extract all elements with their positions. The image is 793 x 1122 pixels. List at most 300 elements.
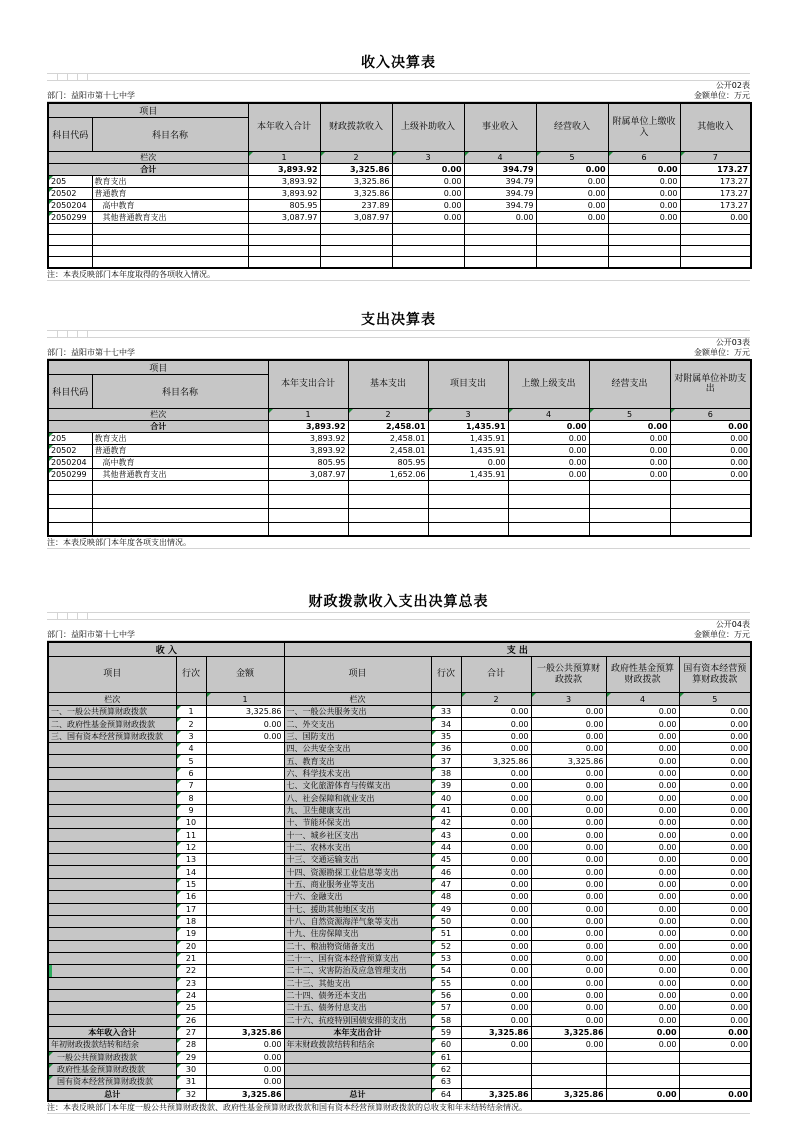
subject-name: 其他普通教育支出 xyxy=(92,468,268,480)
expense-item-label xyxy=(284,1063,431,1075)
empty-cell xyxy=(508,508,589,522)
left-column-header-2: 行次 xyxy=(176,657,206,693)
expense-amount: 0.00 xyxy=(531,767,606,779)
column-header-5: 经营支出 xyxy=(589,360,670,409)
column-header-6: 对附属单位补助支出 xyxy=(670,360,751,409)
expense-amount: 0.00 xyxy=(679,743,751,755)
income-note: 注：本表反映部门本年度取得的各项收入情况。 xyxy=(47,269,750,281)
lanci-number: 3 xyxy=(392,152,464,164)
summary-table xyxy=(47,641,752,1102)
income-item-label: 三、国有资本经营预算财政拨款 xyxy=(48,730,176,742)
empty-cell xyxy=(268,480,348,494)
line-number: 55 xyxy=(431,977,461,989)
column-header-3: 项目支出 xyxy=(428,360,508,409)
line-number: 8 xyxy=(176,792,206,804)
expense-item-label: 二、外交支出 xyxy=(284,718,431,730)
lanci-number: 2 xyxy=(348,408,428,420)
expense-amount: 0.00 xyxy=(679,903,751,915)
empty-cell xyxy=(508,522,589,536)
cell-value: 0.00 xyxy=(670,432,751,444)
expense-amount: 0.00 xyxy=(461,1002,531,1014)
expense-amount: 0.00 xyxy=(606,952,679,964)
expense-amount xyxy=(679,1076,751,1088)
empty-cell xyxy=(92,246,248,257)
line-number: 16 xyxy=(176,891,206,903)
expense-amount xyxy=(531,1051,606,1063)
empty-cell xyxy=(670,522,751,536)
expense-amount xyxy=(461,1063,531,1075)
line-number: 48 xyxy=(431,891,461,903)
expense-amount: 0.00 xyxy=(606,903,679,915)
income-amount xyxy=(206,989,284,1001)
expense-amount: 3,325.86 xyxy=(461,1088,531,1101)
line-number: 2 xyxy=(176,718,206,730)
expense-public-label: 公开03表 xyxy=(715,337,750,347)
income-item-label xyxy=(48,841,176,853)
line-number: 20 xyxy=(176,940,206,952)
line-number: 54 xyxy=(431,965,461,977)
empty-cell xyxy=(320,246,392,257)
income-amount: 0.00 xyxy=(206,1076,284,1088)
income-item-label xyxy=(48,780,176,792)
column-header-6: 附属单位上缴收入 xyxy=(608,103,680,152)
line-number: 27 xyxy=(176,1026,206,1038)
income-item-label xyxy=(48,792,176,804)
right-column-header-1: 项目 xyxy=(284,657,431,693)
expense-amount xyxy=(679,1051,751,1063)
line-number: 23 xyxy=(176,977,206,989)
cell-value: 0.00 xyxy=(392,176,464,188)
empty-cell xyxy=(464,246,536,257)
expense-amount: 0.00 xyxy=(531,989,606,1001)
expense-amount: 0.00 xyxy=(606,915,679,927)
cell-value: 0.00 xyxy=(508,456,589,468)
expense-amount: 0.00 xyxy=(531,891,606,903)
line-number: 36 xyxy=(431,743,461,755)
empty-cell xyxy=(589,522,670,536)
income-item-label xyxy=(48,965,176,977)
summary-row xyxy=(48,928,751,940)
line-number: 47 xyxy=(431,878,461,890)
column-header-4: 上缴上级支出 xyxy=(508,360,589,409)
expense-item-label: 十二、农林水支出 xyxy=(284,841,431,853)
expense-amount xyxy=(606,1051,679,1063)
empty-cell xyxy=(392,257,464,268)
empty-row xyxy=(48,494,751,508)
expense-table xyxy=(47,359,752,538)
cell-value: 0.00 xyxy=(508,444,589,456)
summary-row xyxy=(48,718,751,730)
expense-amount: 0.00 xyxy=(531,780,606,792)
income-item-label xyxy=(48,829,176,841)
summary-row xyxy=(48,1051,751,1063)
expense-amount: 0.00 xyxy=(531,718,606,730)
expense-amount: 0.00 xyxy=(606,1014,679,1026)
cell-value: 1,652.06 xyxy=(348,468,428,480)
income-amount: 0.00 xyxy=(206,1039,284,1051)
income-table-section xyxy=(47,55,750,281)
empty-cell xyxy=(92,224,248,235)
expense-amount: 0.00 xyxy=(679,792,751,804)
income-department: 部门：益阳市第十七中学 xyxy=(47,91,135,100)
empty-cell xyxy=(670,494,751,508)
name-header: 科目名称 xyxy=(92,374,268,408)
expense-item-label: 十、节能环保支出 xyxy=(284,817,431,829)
project-header: 项目 xyxy=(48,360,268,375)
summary-row xyxy=(48,1076,751,1088)
summary-row xyxy=(48,743,751,755)
summary-row xyxy=(48,1063,751,1075)
cell-value: 805.95 xyxy=(268,456,348,468)
expense-amount: 0.00 xyxy=(679,866,751,878)
expense-item-label: 二十六、抗疫特别国债安排的支出 xyxy=(284,1014,431,1026)
summary-row xyxy=(48,792,751,804)
summary-row xyxy=(48,706,751,718)
expense-amount: 0.00 xyxy=(679,1088,751,1101)
line-number: 41 xyxy=(431,804,461,816)
cell-value: 0.00 xyxy=(428,456,508,468)
empty-cell xyxy=(508,480,589,494)
spacer xyxy=(47,281,750,312)
left-column-header-3: 金额 xyxy=(206,657,284,693)
cell-value: 394.79 xyxy=(464,176,536,188)
expense-amount: 0.00 xyxy=(606,866,679,878)
income-amount xyxy=(206,1002,284,1014)
expense-item-label: 总计 xyxy=(284,1088,431,1101)
income-item-label: 国有资本经营预算财政拨款 xyxy=(48,1076,176,1088)
expense-amount: 0.00 xyxy=(679,817,751,829)
income-item-label xyxy=(48,903,176,915)
income-amount xyxy=(206,792,284,804)
summary-row xyxy=(48,965,751,977)
summary-public-label: 公开04表 xyxy=(715,620,750,629)
income-amount xyxy=(206,829,284,841)
empty-cell xyxy=(92,522,268,536)
cell-value: 237.89 xyxy=(320,200,392,212)
income-unit: 金额单位：万元 xyxy=(694,91,750,100)
cell-value: 173.27 xyxy=(680,188,751,200)
subject-code: 2050204 xyxy=(48,200,92,212)
expense-department: 部门：益阳市第十七中学 xyxy=(47,347,135,357)
expense-amount xyxy=(461,1051,531,1063)
line-number: 43 xyxy=(431,829,461,841)
expense-amount: 0.00 xyxy=(606,1088,679,1101)
income-amount: 3,325.86 xyxy=(206,1026,284,1038)
lanci-number: 6 xyxy=(670,408,751,420)
subject-name: 教育支出 xyxy=(92,432,268,444)
empty-cell xyxy=(670,508,751,522)
expense-amount: 3,325.86 xyxy=(531,1088,606,1101)
summary-row xyxy=(48,1039,751,1051)
income-amount xyxy=(206,841,284,853)
total-value: 3,893.92 xyxy=(248,164,320,176)
income-amount xyxy=(206,817,284,829)
project-header: 项目 xyxy=(48,103,248,118)
total-value: 0.00 xyxy=(508,420,589,432)
income-amount xyxy=(206,866,284,878)
income-amount xyxy=(206,928,284,940)
income-amount xyxy=(206,891,284,903)
cell-value: 173.27 xyxy=(680,200,751,212)
expense-amount: 0.00 xyxy=(606,1026,679,1038)
line-number: 29 xyxy=(176,1051,206,1063)
expense-amount: 0.00 xyxy=(679,989,751,1001)
expense-amount: 0.00 xyxy=(606,706,679,718)
income-amount xyxy=(206,878,284,890)
expense-amount: 0.00 xyxy=(606,743,679,755)
empty-cell xyxy=(320,224,392,235)
cell-value: 0.00 xyxy=(670,456,751,468)
summary-row xyxy=(48,854,751,866)
empty-cell xyxy=(536,257,608,268)
cell-value: 0.00 xyxy=(608,212,680,224)
expense-item-label: 二十四、债务还本支出 xyxy=(284,989,431,1001)
total-value: 0.00 xyxy=(392,164,464,176)
subject-name: 普通教育 xyxy=(92,444,268,456)
income-amount xyxy=(206,755,284,767)
income-item-label xyxy=(48,952,176,964)
total-value: 1,435.91 xyxy=(428,420,508,432)
lanci-number: 6 xyxy=(608,152,680,164)
expense-amount: 0.00 xyxy=(679,878,751,890)
line-number: 10 xyxy=(176,817,206,829)
empty-cell xyxy=(464,257,536,268)
lanci-number: 3 xyxy=(428,408,508,420)
line-number: 51 xyxy=(431,928,461,940)
summary-table-section xyxy=(47,594,750,1114)
empty-cell xyxy=(428,494,508,508)
expense-item-label: 十九、住房保障支出 xyxy=(284,928,431,940)
expense-amount: 0.00 xyxy=(531,730,606,742)
column-header-2: 财政拨款收入 xyxy=(320,103,392,152)
expense-amount: 0.00 xyxy=(679,915,751,927)
expense-amount: 0.00 xyxy=(531,854,606,866)
income-item-label: 年初财政拨款结转和结余 xyxy=(48,1039,176,1051)
subject-name: 其他普通教育支出 xyxy=(92,212,248,224)
expense-amount: 0.00 xyxy=(461,915,531,927)
grid-strip xyxy=(47,73,750,81)
cell-value: 0.00 xyxy=(392,200,464,212)
income-item-label: 二、政府性基金预算财政拨款 xyxy=(48,718,176,730)
income-item-label: 本年收入合计 xyxy=(48,1026,176,1038)
expense-amount: 0.00 xyxy=(461,878,531,890)
empty-cell xyxy=(92,235,248,246)
income-amount xyxy=(206,915,284,927)
empty-cell xyxy=(92,508,268,522)
cell-value: 2,458.01 xyxy=(348,444,428,456)
cell-value: 1,435.91 xyxy=(428,444,508,456)
line-number: 25 xyxy=(176,1002,206,1014)
expense-amount: 0.00 xyxy=(679,841,751,853)
summary-row xyxy=(48,804,751,816)
cell-value: 0.00 xyxy=(508,432,589,444)
income-amount xyxy=(206,940,284,952)
empty-cell xyxy=(268,522,348,536)
expense-amount: 0.00 xyxy=(461,804,531,816)
expense-amount xyxy=(531,1063,606,1075)
line-number: 52 xyxy=(431,940,461,952)
empty-cell xyxy=(92,494,268,508)
expense-amount: 0.00 xyxy=(679,1026,751,1038)
table-row xyxy=(48,200,751,212)
expense-amount: 0.00 xyxy=(679,1014,751,1026)
expense-amount: 0.00 xyxy=(679,767,751,779)
line-number: 34 xyxy=(431,718,461,730)
expense-item-label: 七、文化旅游体育与传媒支出 xyxy=(284,780,431,792)
line-number: 37 xyxy=(431,755,461,767)
expense-amount: 0.00 xyxy=(679,755,751,767)
expense-amount: 0.00 xyxy=(679,804,751,816)
expense-unit: 金额单位：万元 xyxy=(694,347,750,357)
expense-amount: 3,325.86 xyxy=(531,755,606,767)
lanci-label: 栏次 xyxy=(48,408,268,420)
summary-row xyxy=(48,891,751,903)
total-label: 合计 xyxy=(48,420,268,432)
income-table xyxy=(47,102,752,269)
line-number: 15 xyxy=(176,878,206,890)
summary-row xyxy=(48,866,751,878)
summary-row xyxy=(48,1026,751,1038)
expense-amount: 0.00 xyxy=(461,1039,531,1051)
expense-amount: 0.00 xyxy=(461,706,531,718)
cell-value: 3,087.97 xyxy=(248,212,320,224)
total-value: 0.00 xyxy=(608,164,680,176)
expense-amount: 0.00 xyxy=(461,854,531,866)
total-value: 3,325.86 xyxy=(320,164,392,176)
expense-amount: 0.00 xyxy=(606,755,679,767)
empty-cell xyxy=(48,257,92,268)
expense-item-label: 四、公共安全支出 xyxy=(284,743,431,755)
income-item-label xyxy=(48,915,176,927)
line-number: 40 xyxy=(431,792,461,804)
expense-amount: 0.00 xyxy=(679,1039,751,1051)
line-number: 12 xyxy=(176,841,206,853)
line-number: 28 xyxy=(176,1039,206,1051)
lanci-number: 3 xyxy=(531,693,606,706)
empty-cell xyxy=(348,522,428,536)
expense-amount: 0.00 xyxy=(531,706,606,718)
expense-amount: 0.00 xyxy=(531,977,606,989)
cell-value: 0.00 xyxy=(536,188,608,200)
expense-amount: 0.00 xyxy=(461,977,531,989)
expense-amount: 0.00 xyxy=(679,829,751,841)
empty-cell xyxy=(348,480,428,494)
expense-amount: 0.00 xyxy=(531,878,606,890)
empty-cell xyxy=(268,508,348,522)
expense-amount: 0.00 xyxy=(679,854,751,866)
expense-item-label: 三、国防支出 xyxy=(284,730,431,742)
line-number: 24 xyxy=(176,989,206,1001)
income-item-label xyxy=(48,854,176,866)
right-column-header-3: 合计 xyxy=(461,657,531,693)
expense-item-label: 十五、商业服务业等支出 xyxy=(284,878,431,890)
empty-cell xyxy=(348,508,428,522)
expense-amount: 0.00 xyxy=(531,1039,606,1051)
total-value: 2,458.01 xyxy=(348,420,428,432)
summary-row xyxy=(48,903,751,915)
cell-value: 0.00 xyxy=(536,176,608,188)
expense-amount: 0.00 xyxy=(531,866,606,878)
expense-amount: 0.00 xyxy=(606,829,679,841)
grid-strip xyxy=(47,612,750,620)
cell-value: 1,435.91 xyxy=(428,432,508,444)
line-number: 30 xyxy=(176,1063,206,1075)
empty-cell xyxy=(392,224,464,235)
expense-amount: 0.00 xyxy=(606,989,679,1001)
lanci-blank xyxy=(176,693,206,706)
line-number: 50 xyxy=(431,915,461,927)
summary-row xyxy=(48,989,751,1001)
line-number: 5 xyxy=(176,755,206,767)
line-number: 32 xyxy=(176,1088,206,1101)
empty-cell xyxy=(608,246,680,257)
expense-amount: 0.00 xyxy=(461,891,531,903)
empty-cell xyxy=(428,522,508,536)
income-item-label xyxy=(48,977,176,989)
expense-amount: 0.00 xyxy=(679,891,751,903)
expense-amount xyxy=(461,1076,531,1088)
expense-amount: 0.00 xyxy=(461,965,531,977)
income-item-label xyxy=(48,891,176,903)
expense-item-label: 二十一、国有资本经营预算支出 xyxy=(284,952,431,964)
line-number: 63 xyxy=(431,1076,461,1088)
line-number: 35 xyxy=(431,730,461,742)
expense-amount: 0.00 xyxy=(461,989,531,1001)
income-item-label xyxy=(48,767,176,779)
empty-cell xyxy=(48,224,92,235)
expense-item-label: 十一、城乡社区支出 xyxy=(284,829,431,841)
lanci-number: 4 xyxy=(464,152,536,164)
summary-note: 注：本表反映部门本年度一般公共预算财政拨款、政府性基金预算财政拨款和国有资本经营预算财政拨款的总收支和年末结转结余情况。 xyxy=(47,1102,750,1114)
line-number: 49 xyxy=(431,903,461,915)
cell-value: 0.00 xyxy=(589,456,670,468)
expense-amount: 0.00 xyxy=(606,718,679,730)
expense-item-label xyxy=(284,1076,431,1088)
total-value: 0.00 xyxy=(536,164,608,176)
summary-department: 部门：益阳市第十七中学 xyxy=(47,630,135,639)
expense-amount: 0.00 xyxy=(461,1014,531,1026)
income-item-label xyxy=(48,1014,176,1026)
income-item-label xyxy=(48,878,176,890)
cell-value: 394.79 xyxy=(464,188,536,200)
cell-value: 3,893.92 xyxy=(268,444,348,456)
expense-amount: 0.00 xyxy=(531,915,606,927)
expense-item-label: 二十二、灾害防治及应急管理支出 xyxy=(284,965,431,977)
line-number: 6 xyxy=(176,767,206,779)
column-header-1: 本年收入合计 xyxy=(248,103,320,152)
line-number: 62 xyxy=(431,1063,461,1075)
cell-value: 0.00 xyxy=(392,212,464,224)
lanci-number: 5 xyxy=(589,408,670,420)
line-number: 17 xyxy=(176,903,206,915)
expense-note: 注：本表反映部门本年度各项支出情况。 xyxy=(47,537,750,549)
empty-cell xyxy=(536,246,608,257)
line-number: 44 xyxy=(431,841,461,853)
expense-amount: 0.00 xyxy=(606,965,679,977)
summary-table-title: 财政拨款收入支出决算总表 xyxy=(308,594,489,610)
lanci-number: 7 xyxy=(680,152,751,164)
summary-unit: 金额单位：万元 xyxy=(694,630,750,639)
empty-row xyxy=(48,224,751,235)
cell-value: 173.27 xyxy=(680,176,751,188)
expense-section-header: 支 出 xyxy=(284,642,751,657)
subject-code: 2050204 xyxy=(48,456,92,468)
income-item-label: 政府性基金预算财政拨款 xyxy=(48,1063,176,1075)
line-number: 60 xyxy=(431,1039,461,1051)
cell-value: 3,893.92 xyxy=(268,432,348,444)
expense-amount: 0.00 xyxy=(531,965,606,977)
summary-row xyxy=(48,817,751,829)
